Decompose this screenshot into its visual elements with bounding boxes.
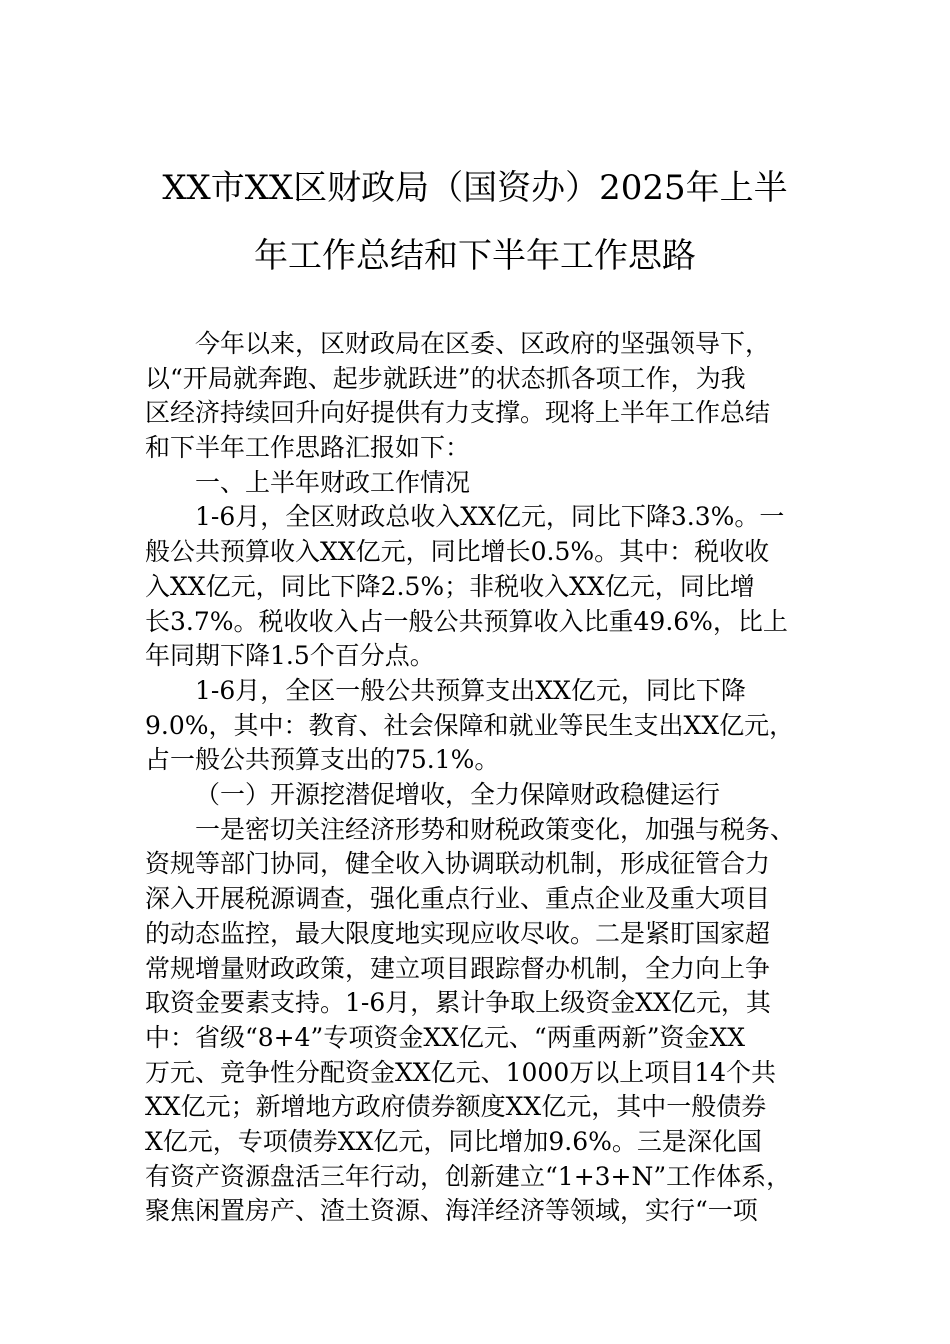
body-line-13: 占一般公共预算支出的75.1%。 (145, 745, 500, 774)
body-line-6: 1-6月，全区财政总收入XX亿元，同比下降3.3%。一 (195, 502, 785, 531)
body-line-10: 年同期下降1.5个百分点。 (145, 641, 435, 670)
body-line-24: X亿元，专项债券XX亿元，同比增加9.6%。三是深化国 (145, 1127, 762, 1156)
body-line-19: 常规增量财政政策，建立项目跟踪督办机制，全力向上争 (145, 954, 771, 983)
body-line-21: 中：省级“8+4”专项资金XX亿元、“两重两新”资金XX (145, 1023, 746, 1052)
document-title-line-1: XX市XX区财政局（国资办）2025年上半 (162, 168, 788, 208)
document-title-line-2: 年工作总结和下半年工作思路 (254, 236, 696, 276)
body-line-15: 一是密切关注经济形势和财税政策变化，加强与税务、 (195, 815, 796, 844)
body-line-23: XX亿元；新增地方政府债券额度XX亿元，其中一般债券 (145, 1092, 767, 1121)
body-line-25: 有资产资源盘活三年行动，创新建立“1+3+N”工作体系， (145, 1162, 792, 1191)
body-line-17: 深入开展税源调查，强化重点行业、重点企业及重大项目 (145, 884, 771, 913)
body-line-22: 万元、竞争性分配资金XX亿元、1000万以上项目14个共 (145, 1058, 777, 1087)
body-line-12: 9.0%，其中：教育、社会保障和就业等民生支出XX亿元， (145, 711, 795, 740)
body-line-11: 1-6月，全区一般公共预算支出XX亿元，同比下降 (195, 676, 746, 705)
body-line-2: 以“开局就奔跑、起步就跃进”的状态抓各项工作，为我 (145, 364, 746, 393)
body-line-8: 入XX亿元，同比下降2.5%；非税收入XX亿元，同比增 (145, 572, 755, 601)
body-line-9: 长3.7%。税收收入占一般公共预算收入比重49.6%，比上 (145, 607, 788, 636)
body-line-4: 和下半年工作思路汇报如下： (145, 433, 471, 462)
body-line-3: 区经济持续回升向好提供有力支撑。现将上半年工作总结 (145, 398, 771, 427)
body-line-26: 聚焦闲置房产、渣土资源、海洋经济等领域，实行“一项 (145, 1196, 758, 1225)
subsection-heading-1: （一）开源挖潜促增收，全力保障财政稳健运行 (195, 780, 721, 809)
section-heading-1: 一、上半年财政工作情况 (195, 468, 471, 497)
body-line-20: 取资金要素支持。1-6月，累计争取上级资金XX亿元，其 (145, 988, 771, 1017)
body-line-7: 般公共预算收入XX亿元，同比增长0.5%。其中：税收收 (145, 537, 770, 566)
body-line-16: 资规等部门协同，健全收入协调联动机制，形成征管合力 (145, 849, 771, 878)
body-line-18: 的动态监控，最大限度地实现应收尽收。二是紧盯国家超 (145, 919, 771, 948)
body-line-1: 今年以来，区财政局在区委、区政府的坚强领导下， (195, 329, 771, 358)
